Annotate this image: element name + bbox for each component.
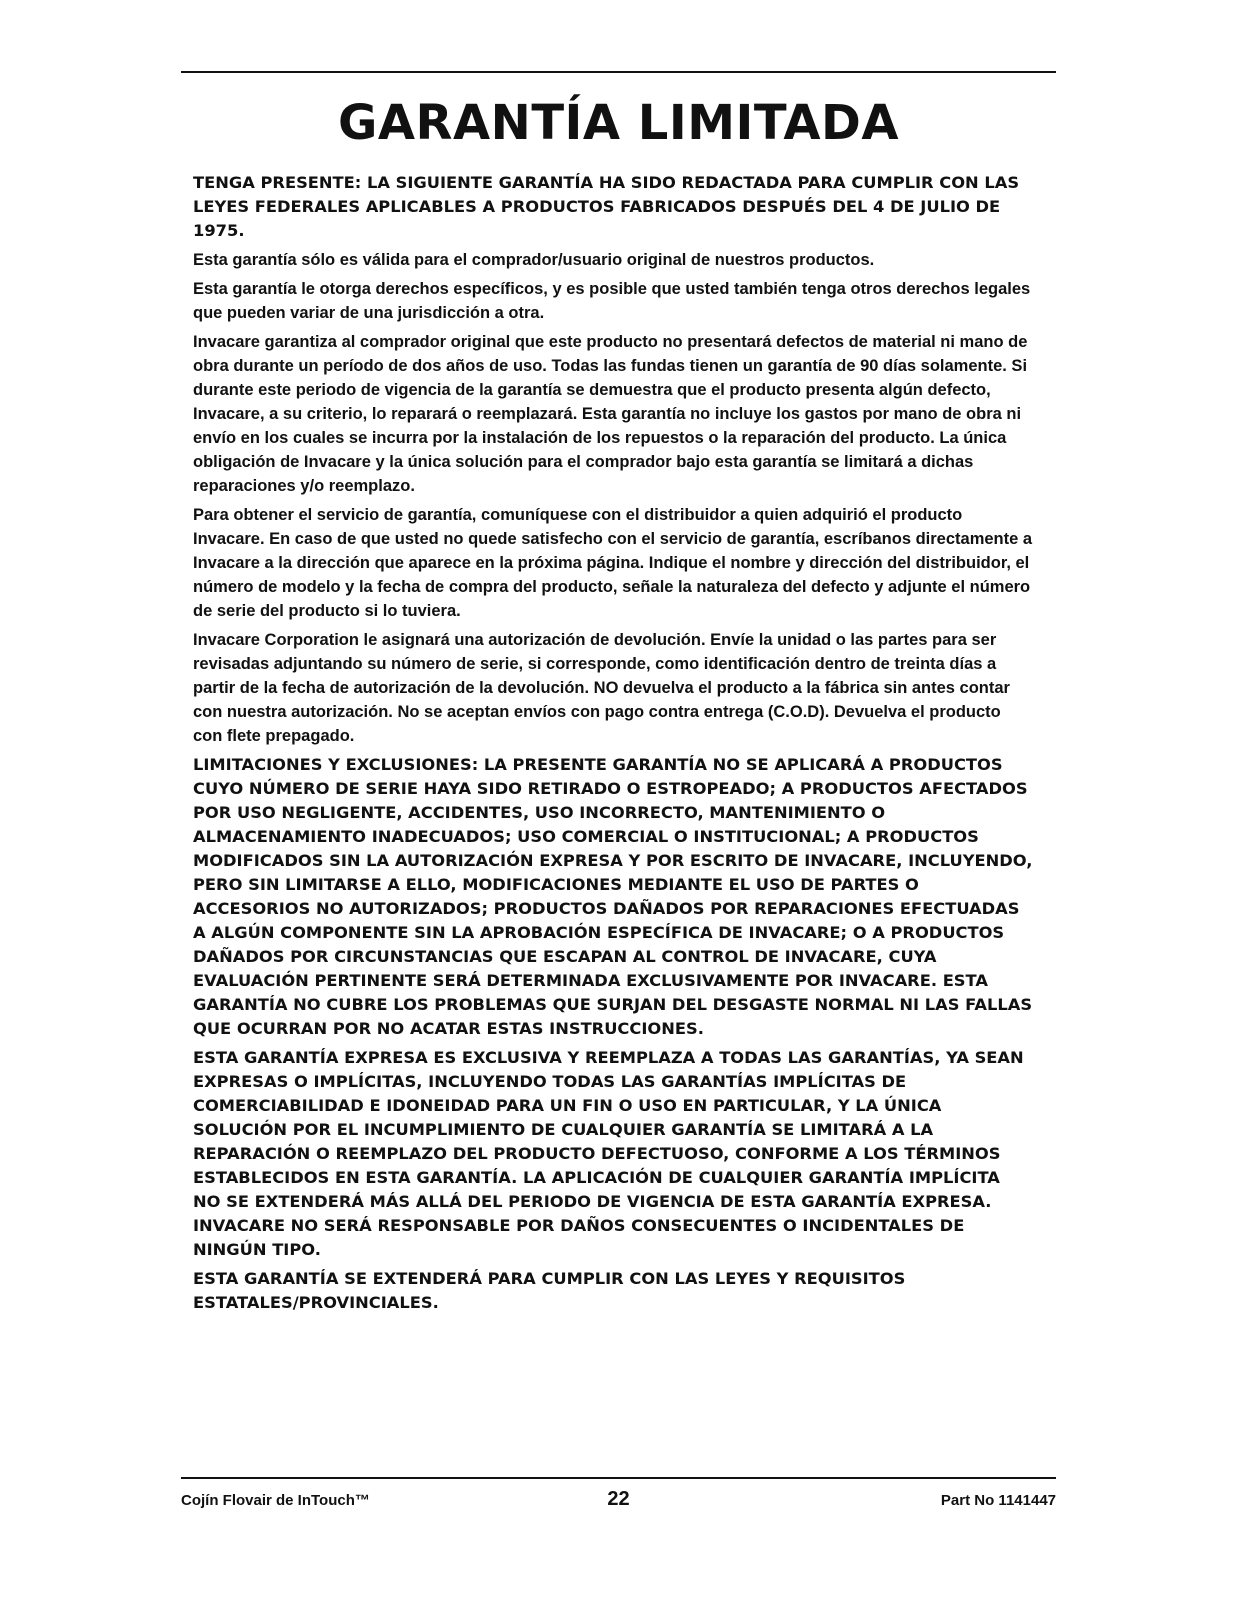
return-authorization-paragraph: Invacare Corporation le asignará una autorización de devolución. Envíe la unidad o las partes para ser revisadas adjuntando su número de serie, si corresponde, como identificación dentro de treinta días a partir de la fecha de autorización de la devolución. NO devuelva el producto a la fábrica sin antes contar con nuestra autorización. No se aceptan envíos con pago contra entrega (C.O.D). Devuelva el producto con flete prepagado. (193, 631, 1010, 745)
coverage-paragraph: Invacare garantiza al comprador original que este producto no presentará defectos de material ni mano de obra durante un período de dos años de uso. Todas las fundas tienen un garantía de 90 días solamente. Si durante este periodo de vigencia de la garantía se demuestra que el producto presenta algún defecto, Invacare, a su criterio, lo reparará o reemplazará. Esta garantía no incluye los gastos por mano de obra ni envío en los cuales se incurra por la instalación de los repuestos o la reparación del producto. La única obligación de Invacare y la única solución para el comprador bajo esta garantía se limitará a dichas reparaciones y/o reemplazo. (193, 333, 1028, 495)
service-paragraph: Para obtener el servicio de garantía, comuníquese con el distribuidor a quien adquirió el producto Invacare. En caso de que usted no quede satisfecho con el servicio de garantía, escríbanos directamente a Invacare a la dirección que aparece en la próxima página. Indique el nombre y dirección del distribuidor, el número de modelo y la fecha de compra del producto, señale la naturaleza del defecto y adjunte el número de serie del producto si lo tuviera. (193, 506, 1033, 620)
top-rule (181, 71, 1056, 73)
page-title: GARANTÍA LIMITADA (337, 95, 899, 151)
footer-part-number: Part No 1141447 (940, 1492, 1056, 1509)
exclusive-warranty-paragraph: ESTA GARANTÍA EXPRESA ES EXCLUSIVA Y REEMPLAZA A TODAS LAS GARANTÍAS, YA SEAN EXPRESAS O IMPLÍCITAS, INCLUYENDO TODAS LAS GARANTÍAS IMPLÍCITAS DE COMERCIABILIDAD E IDONEIDAD PARA UN FIN O USO EN PARTICULAR, Y LA ÚNICA SOLUCIÓN POR EL INCUMPLIMIENTO DE CUALQUIER GARANTÍA SE LIMITARÁ A LA REPARACIÓN O REEMPLAZO DEL PRODUCTO DEFECTUOSO, CONFORME A LOS TÉRMINOS ESTABLECIDOS EN ESTA GARANTÍA. LA APLICACIÓN DE CUALQUIER GARANTÍA IMPLÍCITA NO SE EXTENDERÁ MÁS ALLÁ DEL PERIODO DE VIGENCIA DE ESTA GARANTÍA EXPRESA. INVACARE NO SERÁ RESPONSABLE POR DAÑOS CONSECUENTES O INCIDENTALES DE NINGÚN TIPO. (193, 1048, 1024, 1259)
legal-rights-paragraph: Esta garantía le otorga derechos específicos, y es posible que usted también tenga otros derechos legales que pueden variar de una jurisdicción a otra. (193, 280, 1031, 322)
original-purchaser-paragraph: Esta garantía sólo es válida para el comprador/usuario original de nuestros productos. (193, 251, 875, 269)
page-number: 22 (607, 1488, 630, 1510)
warranty-body (193, 171, 1033, 1320)
state-law-paragraph: ESTA GARANTÍA SE EXTENDERÁ PARA CUMPLIR CON LAS LEYES Y REQUISITOS ESTATALES/PROVINCIALES. (193, 1269, 906, 1312)
notice-paragraph: TENGA PRESENTE: LA SIGUIENTE GARANTÍA HA SIDO REDACTADA PARA CUMPLIR CON LAS LEYES FEDERALES APLICABLES A PRODUCTOS FABRICADOS DESPUÉS DEL 4 DE JULIO DE 1975. (193, 173, 1020, 240)
bottom-rule (181, 1477, 1056, 1479)
footer-product-name: Cojín Flovair de InTouch™ (181, 1492, 370, 1509)
page-footer (181, 1488, 1056, 1516)
limitations-paragraph: LIMITACIONES Y EXCLUSIONES: LA PRESENTE GARANTÍA NO SE APLICARÁ A PRODUCTOS CUYO NÚMERO DE SERIE HAYA SIDO RETIRADO O ESTROPEADO; A PRODUCTOS AFECTADOS POR USO NEGLIGENTE, ACCIDENTES, USO INCORRECTO, MANTENIMIENTO O ALMACENAMIENTO INADECUADOS; USO COMERCIAL O INSTITUCIONAL; A PRODUCTOS MODIFICADOS SIN LA AUTORIZACIÓN EXPRESA Y POR ESCRITO DE INVACARE, INCLUYENDO, PERO SIN LIMITARSE A ELLO, MODIFICACIONES MEDIANTE EL USO DE PARTES O ACCESORIOS NO AUTORIZADOS; PRODUCTOS DAÑADOS POR REPARACIONES EFECTUADAS A ALGÚN COMPONENTE SIN LA APROBACIÓN ESPECÍFICA DE INVACARE; O A PRODUCTOS DAÑADOS POR CIRCUNSTANCIAS QUE ESCAPAN AL CONTROL DE INVACARE, CUYA EVALUACIÓN PERTINENTE SERÁ DETERMINADA EXCLUSIVAMENTE POR INVACARE. ESTA GARANTÍA NO CUBRE LOS PROBLEMAS QUE SURJAN DEL DESGASTE NORMAL NI LAS FALLAS QUE OCURRAN POR NO ACATAR ESTAS INSTRUCCIONES. (193, 755, 1033, 1038)
